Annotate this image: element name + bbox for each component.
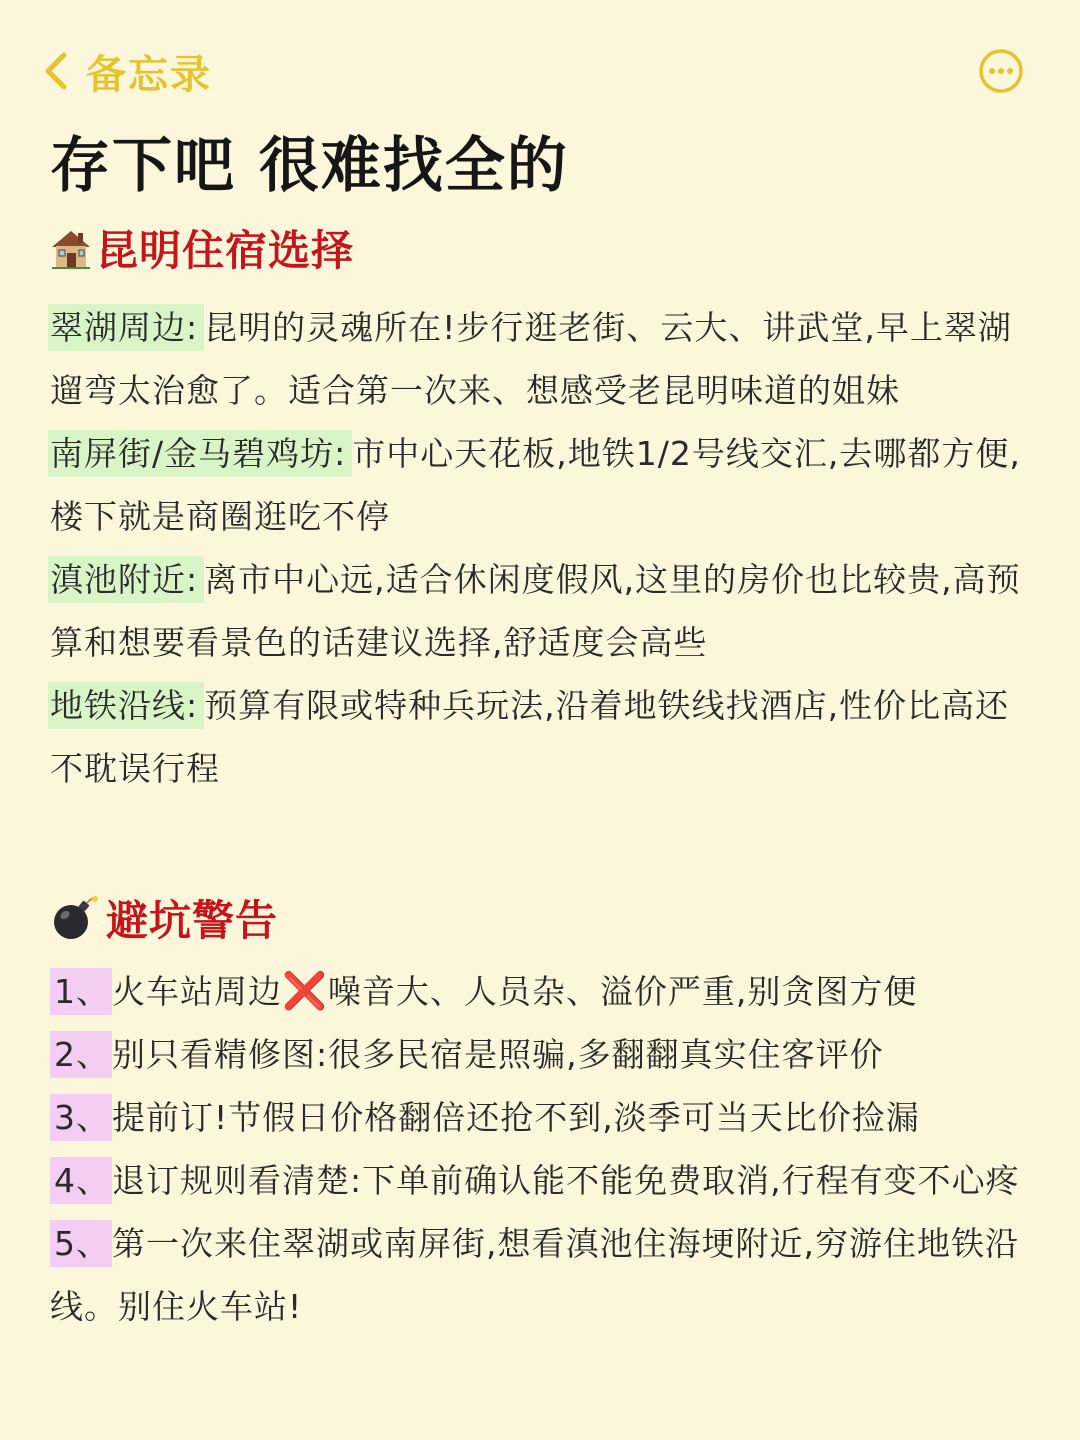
list-item (50, 674, 1040, 800)
area-description: 预算有限或特种兵玩法,沿着地铁线找酒店,性价比高还不耽误行程 (50, 686, 1010, 788)
area-label: 南屏街/金马碧鸡坊: (48, 430, 352, 477)
list-item (50, 1149, 1040, 1212)
item-number: 1、 (50, 968, 112, 1015)
item-number: 4、 (50, 1157, 112, 1204)
more-dots-icon (978, 48, 1024, 94)
cross-mark-icon: ❌ (282, 971, 328, 1012)
item-number: 2、 (50, 1031, 112, 1078)
section-heading-text: 昆明住宿选择 (96, 226, 355, 275)
item-text: 提前订!节假日价格翻倍还抢不到,淡季可当天比价捡漏 (112, 1098, 920, 1137)
section-heading-warnings (48, 888, 278, 948)
list-item (50, 1023, 1040, 1086)
warning-list (50, 960, 1040, 1338)
area-label: 地铁沿线: (48, 682, 204, 729)
area-description: 离市中心远,适合休闲度假风,这里的房价也比较贵,高预算和想要看景色的话建议选择,舒适度会高些 (50, 560, 1021, 662)
item-text: 火车站周边 (112, 972, 282, 1011)
area-label: 滇池附近: (48, 556, 204, 603)
list-item (50, 548, 1040, 674)
list-item (50, 1212, 1040, 1338)
area-description: 市中心天花板,地铁1/2号线交汇,去哪都方便,楼下就是商圈逛吃不停 (50, 434, 1021, 536)
back-button[interactable] (40, 38, 212, 104)
list-item (50, 296, 1040, 422)
chevron-left-icon (40, 51, 76, 91)
item-number: 3、 (50, 1094, 112, 1141)
note-title: 存下吧 很难找全的 (50, 131, 569, 201)
item-text: 噪音大、人员杂、溢价严重,别贪图方便 (327, 972, 918, 1011)
section-heading-text: 避坑警告 (106, 896, 279, 945)
item-number: 5、 (50, 1220, 112, 1267)
accommodation-list (50, 296, 1040, 800)
item-text: 退订规则看清楚:下单前确认能不能免费取消,行程有变不心疼 (112, 1161, 1020, 1200)
list-item (50, 1086, 1040, 1149)
item-text: 别只看精修图:很多民宿是照骗,多翻翻真实住客评价 (112, 1035, 884, 1074)
section-heading-accommodation (48, 218, 354, 278)
top-bar (40, 38, 1024, 104)
house-icon (48, 225, 94, 271)
back-label: 备忘录 (86, 51, 212, 98)
bomb-icon (50, 893, 100, 943)
more-button[interactable] (978, 48, 1024, 94)
list-item (50, 422, 1040, 548)
area-description: 昆明的灵魂所在!步行逛老街、云大、讲武堂,早上翠湖遛弯太治愈了。适合第一次来、想感受老昆明味道的姐妹 (50, 308, 1012, 410)
list-item (50, 960, 1040, 1023)
area-label: 翠湖周边: (48, 304, 204, 351)
item-text: 第一次来住翠湖或南屏街,想看滇池住海埂附近,穷游住地铁沿线。别住火车站! (50, 1224, 1019, 1326)
